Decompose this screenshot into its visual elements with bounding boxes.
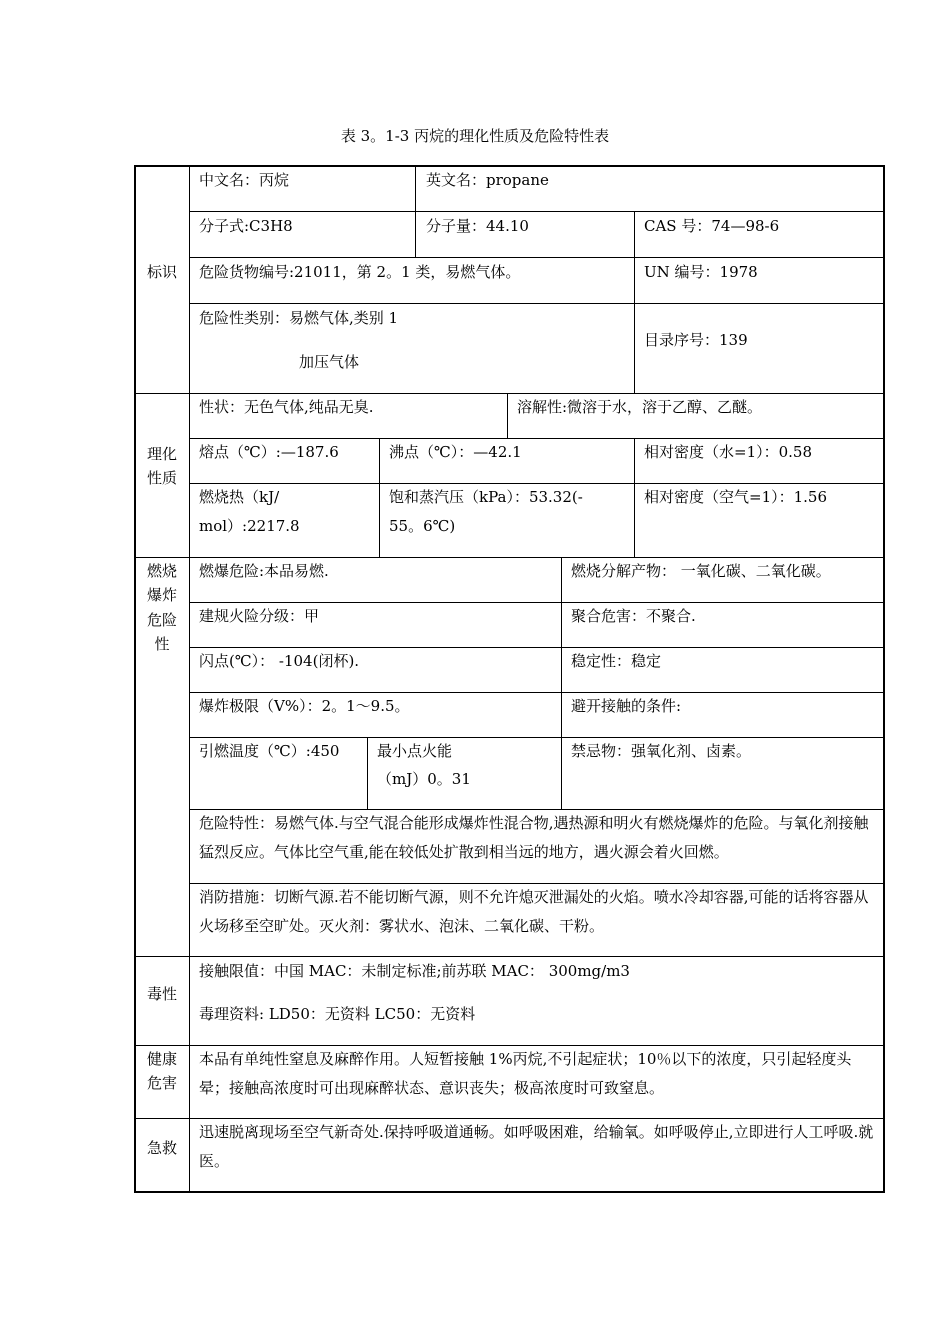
row-divider: [189, 211, 884, 212]
section-label-health: 健康: [146, 1050, 177, 1068]
molecular-formula: 分子式:C3H8: [199, 217, 293, 235]
min-ignition-energy: 最小点火能: [377, 742, 453, 760]
label-column-divider: [189, 166, 190, 1192]
relative-density-water: 相对密度（水=1）：0.58: [644, 443, 813, 461]
health-hazard-text: 本品有单纯性窒息及麻醉作用。人短暂接触 1%丙烷,不引起症状；10％以下的浓度，只引起轻度头晕；接触高浓度时可出现麻醉状态、意识丧失；极高浓度时可致窒息。: [199, 1050, 852, 1097]
boiling-point: 沸点（℃）：—42.1: [389, 443, 522, 461]
molecular-weight: 分子量：44.10: [426, 217, 529, 235]
vapor-pressure-value: 55。6℃): [389, 517, 456, 535]
solubility: 溶解性:微溶于水，溶于乙醇、乙醚。: [517, 398, 763, 416]
catalog-number: 目录序号：139: [644, 331, 748, 349]
section-label-identification: 标识: [146, 263, 177, 281]
firefighting-measures: 消防措施：切断气源.若不能切断气源，则不允许熄灭泄漏处的火焰。喷水冷却容器,可能的话将容器从火场移至空旷处。灭火剂：雾状水、泡沫、二氧化碳、干粉。: [199, 888, 869, 935]
min-ignition-energy-value: （mJ）0。31: [377, 770, 471, 788]
hazard-characteristics: 危险特性：易燃气体.与空气混合能形成爆炸性混合物,遇热源和明火有燃烧爆炸的危险。与氧化剂接触猛烈反应。气体比空气重,能在较低处扩散到相当远的地方，遇火源会着火回燃。: [199, 814, 869, 861]
section-label-fire: 危险: [146, 611, 177, 629]
combustion-heat-value: mol）:2217.8: [199, 517, 300, 535]
exposure-limits: 接触限值：中国 MAC：未制定标准;前苏联 MAC： 300mg/m3: [199, 962, 630, 980]
relative-density-air: 相对密度（空气=1）：1.56: [644, 488, 828, 506]
cell-divider: [561, 557, 562, 809]
cell-divider: [634, 438, 635, 557]
un-number: UN 编号：1978: [644, 263, 758, 281]
vapor-pressure: 饱和蒸汽压（kPa）：53.32(-: [389, 488, 583, 506]
section-label-toxicity: 毒性: [146, 985, 177, 1003]
cell-divider: [367, 737, 368, 809]
hazard-class: 危险性类别：易燃气体,类别 1: [199, 309, 399, 327]
combustion-heat: 燃烧热（kJ/: [199, 488, 280, 506]
hazard-class-2: 加压气体: [299, 353, 360, 371]
dangerous-goods-number: 危险货物编号:21011，第 2。1 类，易燃气体。: [199, 263, 521, 281]
section-label-physical: 性质: [146, 469, 177, 487]
cell-divider: [415, 166, 416, 257]
section-label-health: 危害: [146, 1074, 177, 1092]
section-label-fire: 性: [154, 635, 170, 653]
section-label-first-aid: 急救: [146, 1139, 177, 1157]
cn-name: 中文名：丙烷: [199, 171, 290, 189]
avoid-conditions: 避开接触的条件:: [571, 697, 682, 715]
first-aid-text: 迅速脱离现场至空气新奇处.保持呼吸道通畅。如呼吸困难，给输氧。如呼吸停止,立即进行人工呼吸.就医。: [199, 1123, 874, 1170]
fire-class: 建规火险分级：甲: [199, 607, 320, 625]
polymerization-hazard: 聚合危害：不聚合.: [571, 607, 696, 625]
cas-number: CAS 号：74—98-6: [644, 217, 780, 235]
incompatible-materials: 禁忌物：强氧化剂、卤素。: [571, 742, 752, 760]
explosion-hazard: 燃爆危险:本品易燃.: [199, 562, 329, 580]
appearance: 性状：无色气体,纯品无臭.: [199, 398, 374, 416]
cell-divider: [634, 211, 635, 393]
melting-point: 熔点（℃）:—187.6: [199, 443, 339, 461]
decomposition-products: 燃烧分解产物： 一氧化碳、二氧化碳。: [571, 562, 831, 580]
flash-point: 闪点(℃）： -104(闭杯).: [199, 652, 360, 670]
toxicology-data: 毒理资料: LD50：无资料 LC50：无资料: [199, 1005, 476, 1023]
stability: 稳定性：稳定: [571, 652, 662, 670]
table-title: 表 3。1-3 丙烷的理化性质及危险特性表: [340, 127, 610, 145]
section-label-fire: 爆炸: [146, 586, 177, 604]
cell-divider: [379, 438, 380, 557]
explosion-limit: 爆炸极限（V%）：2。1～9.5。: [199, 697, 410, 715]
en-name: 英文名：propane: [426, 171, 549, 189]
section-label-fire: 燃烧: [146, 562, 177, 580]
cell-divider: [507, 393, 508, 438]
ignition-temperature: 引燃温度（℃）:450: [199, 742, 340, 760]
section-label-physical: 理化: [146, 445, 177, 463]
